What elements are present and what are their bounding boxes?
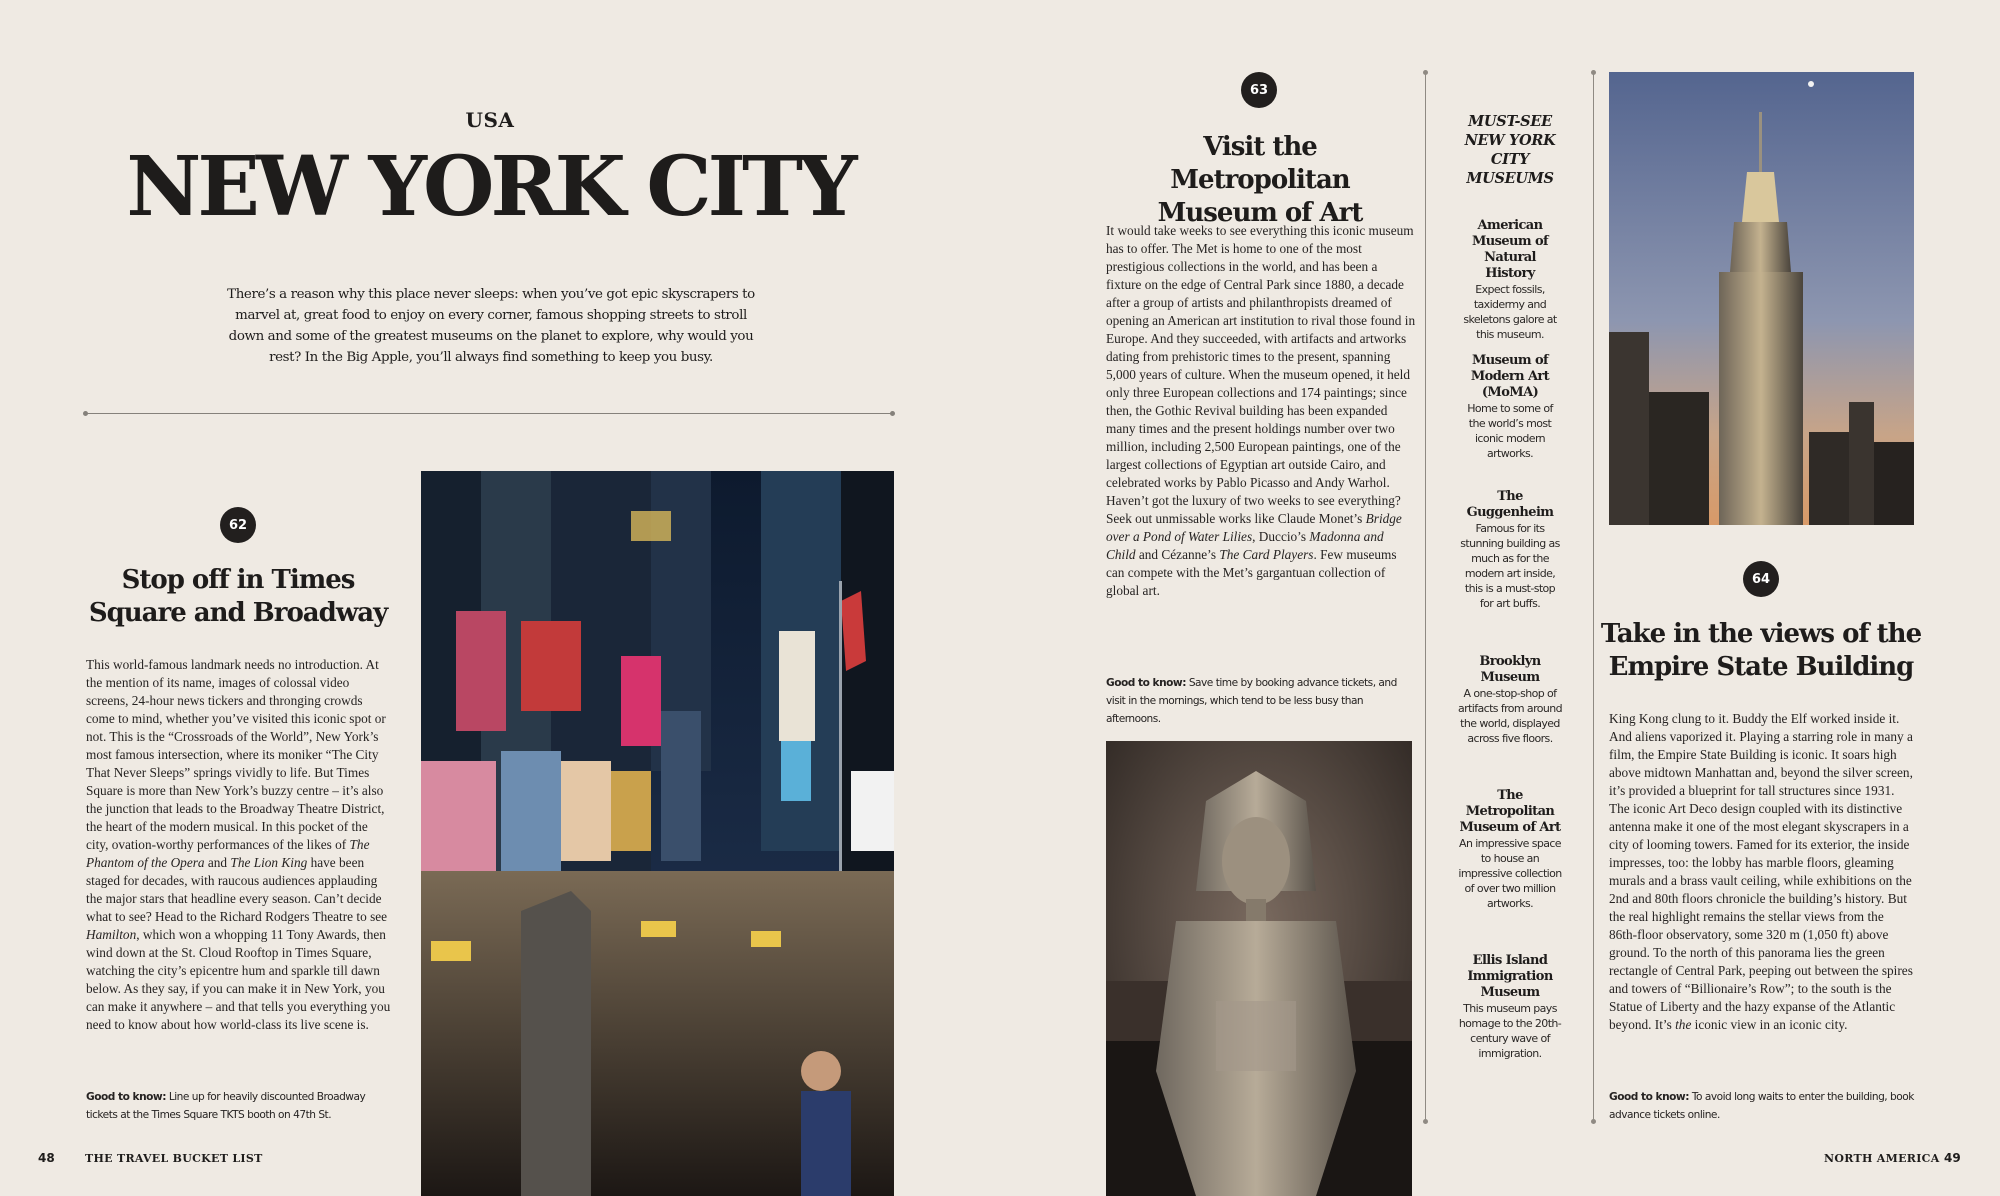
entry-title-62: Stop off in Times Square and Broadway — [88, 565, 388, 628]
entry-number-badge-64: 64 — [1743, 561, 1779, 597]
sidebar-item-name: Brooklyn Museum — [1479, 654, 1541, 685]
entry-body-64: King Kong clung to it. Buddy the Elf worked inside it. And aliens vaporized it. Playing a starring role in many a film, the Empire State Building is iconic. It soars high above midtown Manhattan and, beyond the silver screen, it’s provided a blueprint for tall structures since 1931. The iconic Art Deco design coupled with its distinctive antenna make it one of the most elegant skyscrapers in a city of looming towers. Famed for its exterior, the inside impresses, too: the lobby has marble floors, gleaming murals and a brass vault ceiling, while exhibitions on the 2nd and 80th floors chronicle the building’s history. But the real highlight remains the stellar views from the 86th-floor observatory, some 320 m (1,050 ft) above ground. To the north of this panorama lies the green rectangle of Central Park, peeping out between the spires and towers of “Billionaire’s Row”; to the south is the Statue of Liberty and the hazy expanse of the Atlantic beyond. It’s the iconic view in an iconic city. — [1609, 711, 1913, 1032]
sidebar-item-desc: Home to some of the world’s most iconic modern artworks. — [1467, 402, 1553, 460]
entry-title-64: Take in the views of the Empire State Building — [1600, 619, 1922, 682]
sidebar-item-desc: A one-stop-shop of artifacts from around the world, displayed across five floors. — [1458, 687, 1563, 745]
sidebar-item-name: The Metropolitan Museum of Art — [1459, 788, 1561, 835]
sidebar-item-desc: Famous for its stunning building as much as for the modern art inside, this is a must-stop for art buffs. — [1460, 522, 1560, 610]
page-number-left: 48 — [38, 1151, 55, 1165]
sidebar-item — [1458, 953, 1562, 1061]
entry-body-63: It would take weeks to see everything this iconic museum has to offer. The Met is home to one of the most prestigious collections in the world, and has been a fixture on the edge of Central Park since 1880, a decade after a group of artists and philanthropists dreamed of opening an American art institution to rival those found in Europe. And they succeeded, with artifacts and artworks dating from prehistoric times to the present, spanning 5,000 years of culture. When the museum opened, it held only three European collections and 174 paintings; since then, the Gothic Revival building has been expanded many times and the present holdings number over two million, including 2,500 European paintings, one of the largest collections of Egyptian art outside Cairo, and celebrated works by Pablo Picasso and Andy Warhol. Haven’t got the luxury of two weeks to see everything? Seek out unmissable works like Claude Monet’s Bridge over a Pond of Water Lilies, Duccio’s Madonna and Child and Cézanne’s The Card Players. Few museums can compete with the Met’s gargantuan collection of global art. — [1106, 223, 1416, 598]
running-footer-right: NORTH AMERICA — [1824, 1152, 1940, 1165]
sidebar-item-desc: Expect fossils, taxidermy and skeletons galore at this museum. — [1463, 283, 1557, 341]
egyptian-statue-photo — [1106, 741, 1412, 1196]
entry-number-badge-62: 62 — [220, 507, 256, 543]
country-label: USA — [465, 108, 515, 132]
sidebar-item — [1458, 788, 1562, 911]
sidebar-divider-right — [1593, 72, 1594, 1122]
page-number-right: 49 — [1944, 1151, 1961, 1165]
sidebar-item-name: American Museum of Natural History — [1471, 218, 1549, 281]
sidebar-item — [1458, 218, 1562, 342]
sidebar-item-name: Ellis Island Immigration Museum — [1467, 953, 1553, 1000]
sidebar-item-desc: An impressive space to house an impressive collection of over two million artworks. — [1458, 837, 1562, 910]
good-to-know-64: Good to know: To avoid long waits to enter the building, book advance tickets online. — [1609, 1091, 1914, 1121]
good-to-know-62: Good to know: Line up for heavily discounted Broadway tickets at the Times Square TKTS booth on 47th St. — [86, 1091, 366, 1121]
sidebar-item — [1458, 654, 1562, 746]
intro-text: There’s a reason why this place never sleeps: when you’ve got epic skyscrapers to marvel at, great food to enjoy on every corner, famous shopping streets to stroll down and some of the greatest museums on the planet to explore, why would you rest? In the Big Apple, you’ll always find something to keep you busy. — [227, 287, 755, 365]
good-to-know-63: Good to know: Save time by booking advance tickets, and visit in the mornings, which tend to be less busy than afternoons. — [1106, 677, 1397, 725]
entry-title-63: Visit the Metropolitan Museum of Art — [1157, 132, 1363, 228]
horizontal-divider — [85, 413, 893, 414]
sidebar-item-desc: This museum pays homage to the 20th-century wave of immigration. — [1458, 1002, 1562, 1060]
sidebar-item-name: The Guggenheim — [1466, 489, 1554, 520]
times-square-photo — [421, 471, 894, 1196]
sidebar-item — [1458, 489, 1562, 611]
entry-number-badge-63: 63 — [1241, 72, 1277, 108]
sidebar-heading: MUST-SEE NEW YORK CITY MUSEUMS — [1464, 113, 1556, 187]
page-title: NEW YORK CITY — [126, 139, 854, 235]
empire-state-photo — [1609, 72, 1914, 525]
sidebar-item-name: Museum of Modern Art (MoMA) — [1470, 353, 1550, 400]
sidebar-item — [1458, 353, 1562, 461]
sidebar-divider-left — [1425, 72, 1426, 1122]
running-footer-left: THE TRAVEL BUCKET LIST — [85, 1152, 263, 1165]
entry-body-62: This world-famous landmark needs no introduction. At the mention of its name, images of colossal video screens, 24-hour news tickers and thronging crowds come to mind, whether you’ve visited this iconic spot or not. This is the “Crossroads of the World”, New York’s most famous intersection, where its moniker “The City That Never Sleeps” springs vividly to life. But Times Square is more than New York’s buzzy centre – it’s also the junction that leads to the Broadway Theatre District, the heart of the modern musical. In this pocket of the city, ovation-worthy performances of the likes of The Phantom of the Opera and The Lion King have been staged for decades, with raucous audiences applauding the major stars that headline every season. Can’t decide what to see? Head to the Richard Rodgers Theatre to see Hamilton, which won a whopping 11 Tony Awards, then wind down at the St. Cloud Rooftop in Times Square, watching the city’s epicentre hum and sparkle till dawn below. As they say, if you can make it in New York, you can make it anywhere – and that tells you everything you need to know about how world-class its live scene is. — [86, 657, 391, 1032]
